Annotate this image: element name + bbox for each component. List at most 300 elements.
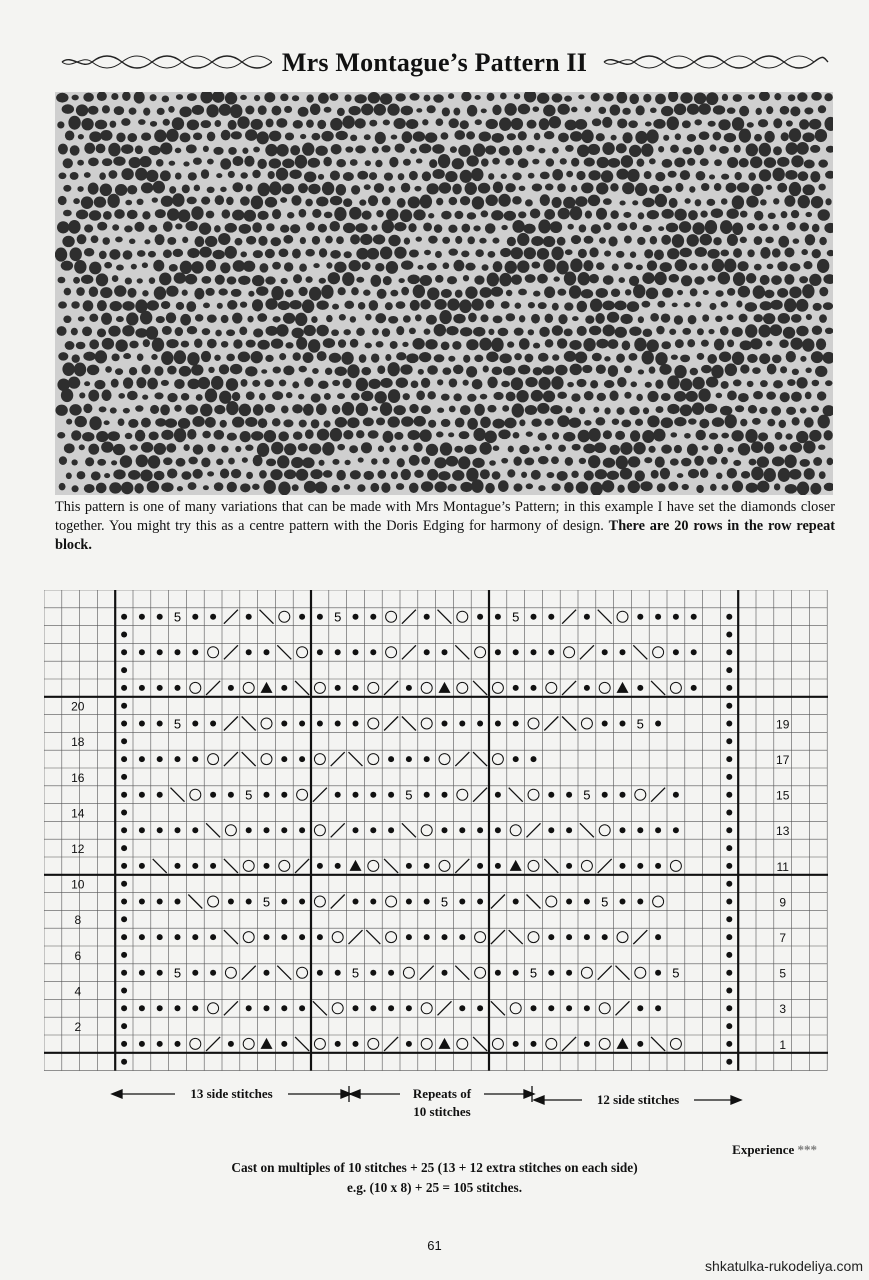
knit-dot-icon <box>192 649 198 655</box>
knit-dot-icon <box>192 934 198 940</box>
knit-dot-icon <box>602 721 608 727</box>
knitting-chart <box>44 590 828 1080</box>
knit-dot-icon <box>726 756 732 762</box>
knit-dot-icon <box>121 810 127 816</box>
knit-dot-icon <box>442 649 448 655</box>
knit-dot-icon <box>406 685 412 691</box>
knit-dot-icon <box>157 899 163 905</box>
knit-dot-icon <box>495 863 501 869</box>
left-row-number: 20 <box>71 699 85 714</box>
knit-dot-icon <box>531 1041 537 1047</box>
knit-dot-icon <box>548 827 554 833</box>
knit-dot-icon <box>584 614 590 620</box>
knit-dot-icon <box>353 1005 359 1011</box>
knit-dot-icon <box>210 721 216 727</box>
knit-dot-icon <box>513 970 519 976</box>
stitch-section-labels <box>0 1084 869 1124</box>
knit-dot-icon <box>370 899 376 905</box>
intro-paragraph <box>55 498 835 555</box>
knit-dot-icon <box>335 1041 341 1047</box>
knit-dot-icon <box>424 863 430 869</box>
knit-dot-icon <box>424 934 430 940</box>
knit-dot-icon <box>139 863 145 869</box>
knit-dot-icon <box>121 667 127 673</box>
knit-dot-icon <box>566 863 572 869</box>
knit-dot-icon <box>495 721 501 727</box>
knit-dot-icon <box>566 1005 572 1011</box>
knit-dot-icon <box>637 685 643 691</box>
knit-dot-icon <box>442 970 448 976</box>
knit-dot-icon <box>121 614 127 620</box>
knit-dot-icon <box>299 721 305 727</box>
knit-dot-icon <box>335 792 341 798</box>
knit-dot-icon <box>139 685 145 691</box>
knit-dot-icon <box>726 1023 732 1029</box>
knit-dot-icon <box>637 827 643 833</box>
knit-dot-icon <box>139 827 145 833</box>
knit-dot-icon <box>726 863 732 869</box>
knit-dot-icon <box>726 1041 732 1047</box>
knit-dot-icon <box>264 649 270 655</box>
knit-dot-icon <box>370 827 376 833</box>
knit-dot-icon <box>210 970 216 976</box>
knit-dot-icon <box>726 614 732 620</box>
knit-dot-icon <box>584 1005 590 1011</box>
knit-dot-icon <box>531 756 537 762</box>
knit-dot-icon <box>726 988 732 994</box>
repeat-count-number: 5 <box>262 894 271 910</box>
knit-dot-icon <box>655 970 661 976</box>
knit-dot-icon <box>602 792 608 798</box>
knit-dot-icon <box>388 756 394 762</box>
knit-dot-icon <box>157 827 163 833</box>
knit-dot-icon <box>726 1005 732 1011</box>
knit-dot-icon <box>584 685 590 691</box>
knit-dot-icon <box>121 863 127 869</box>
knit-dot-icon <box>335 863 341 869</box>
knit-dot-icon <box>726 881 732 887</box>
knit-dot-icon <box>406 863 412 869</box>
knit-dot-icon <box>584 899 590 905</box>
knit-dot-icon <box>353 614 359 620</box>
knit-dot-icon <box>477 899 483 905</box>
experience-rating <box>732 1142 817 1158</box>
knit-dot-icon <box>459 934 465 940</box>
right-row-number: 15 <box>776 788 790 803</box>
knit-dot-icon <box>637 863 643 869</box>
knit-dot-icon <box>157 1005 163 1011</box>
cast-on-line-2: e.g. (10 x 8) + 25 = 105 stitches. <box>346 1180 523 1195</box>
knit-dot-icon <box>655 827 661 833</box>
knit-dot-icon <box>353 827 359 833</box>
knit-dot-icon <box>370 970 376 976</box>
knit-dot-icon <box>121 792 127 798</box>
knit-dot-icon <box>513 899 519 905</box>
knit-dot-icon <box>531 614 537 620</box>
knit-dot-icon <box>548 970 554 976</box>
knit-dot-icon <box>175 863 181 869</box>
knit-dot-icon <box>264 934 270 940</box>
knit-dot-icon <box>228 1041 234 1047</box>
right-row-number: 1 <box>779 1037 787 1052</box>
knit-dot-icon <box>121 827 127 833</box>
knit-dot-icon <box>121 881 127 887</box>
knit-dot-icon <box>175 756 181 762</box>
knit-dot-icon <box>637 1005 643 1011</box>
knit-dot-icon <box>192 970 198 976</box>
knit-dot-icon <box>175 685 181 691</box>
knit-dot-icon <box>139 970 145 976</box>
left-row-number: 6 <box>74 948 82 963</box>
knit-dot-icon <box>228 685 234 691</box>
knit-dot-icon <box>121 970 127 976</box>
knit-dot-icon <box>495 614 501 620</box>
knit-dot-icon <box>139 1041 145 1047</box>
knit-dot-icon <box>210 614 216 620</box>
knit-dot-icon <box>726 792 732 798</box>
knit-dot-icon <box>264 792 270 798</box>
knit-dot-icon <box>210 934 216 940</box>
knit-dot-icon <box>531 649 537 655</box>
cast-on-line-1: Cast on multiples of 10 stitches + 25 (13 + 12 extra stitches on each side) <box>231 1160 638 1175</box>
knit-dot-icon <box>370 614 376 620</box>
knit-dot-icon <box>584 934 590 940</box>
knit-dot-icon <box>548 934 554 940</box>
knit-dot-icon <box>139 614 145 620</box>
knit-dot-icon <box>388 792 394 798</box>
knit-dot-icon <box>281 721 287 727</box>
repeat-count-number: 5 <box>173 609 182 625</box>
knit-dot-icon <box>210 863 216 869</box>
knit-dot-icon <box>317 934 323 940</box>
knit-dot-icon <box>726 703 732 709</box>
knit-dot-icon <box>655 863 661 869</box>
knit-dot-icon <box>246 899 252 905</box>
knit-dot-icon <box>121 774 127 780</box>
knit-dot-icon <box>281 899 287 905</box>
knit-dot-icon <box>157 649 163 655</box>
knit-dot-icon <box>406 1041 412 1047</box>
knit-dot-icon <box>513 1041 519 1047</box>
knit-dot-icon <box>139 721 145 727</box>
knit-dot-icon <box>726 899 732 905</box>
knit-dot-icon <box>157 721 163 727</box>
knit-dot-icon <box>175 827 181 833</box>
knit-dot-icon <box>726 774 732 780</box>
knit-dot-icon <box>121 934 127 940</box>
knit-dot-icon <box>139 934 145 940</box>
experience-label: Experience <box>732 1142 795 1157</box>
repeat-count-number: 5 <box>601 894 609 910</box>
knit-dot-icon <box>424 756 430 762</box>
knit-dot-icon <box>637 899 643 905</box>
knit-dot-icon <box>121 632 127 638</box>
knit-dot-icon <box>139 649 145 655</box>
knit-dot-icon <box>495 970 501 976</box>
knit-dot-icon <box>335 721 341 727</box>
right-row-number: 13 <box>776 824 790 839</box>
knit-dot-icon <box>726 649 732 655</box>
knit-dot-icon <box>121 988 127 994</box>
cast-on-instructions <box>0 1158 869 1198</box>
knit-dot-icon <box>157 934 163 940</box>
knit-dot-icon <box>335 649 341 655</box>
knit-dot-icon <box>495 827 501 833</box>
knit-dot-icon <box>299 1005 305 1011</box>
knit-dot-icon <box>353 792 359 798</box>
knit-dot-icon <box>495 792 501 798</box>
knit-dot-icon <box>691 685 697 691</box>
knit-dot-icon <box>548 649 554 655</box>
knit-dot-icon <box>673 614 679 620</box>
knit-dot-icon <box>655 721 661 727</box>
knit-dot-icon <box>139 792 145 798</box>
right-row-number: 11 <box>776 859 789 874</box>
knit-dot-icon <box>566 970 572 976</box>
knit-dot-icon <box>157 614 163 620</box>
knit-dot-icon <box>548 1005 554 1011</box>
knit-dot-icon <box>299 827 305 833</box>
knit-dot-icon <box>317 970 323 976</box>
repeats-label-2: 10 stitches <box>413 1104 471 1119</box>
knit-dot-icon <box>353 1041 359 1047</box>
knit-dot-icon <box>726 1059 732 1065</box>
intro-text: This pattern is one of many variations that can be made with Mrs Montague’s Pattern; in this example I have set the diamonds closer together. You might try this as a centre pattern with the Doris Edging for harmony of design. <box>55 499 835 534</box>
knit-dot-icon <box>157 756 163 762</box>
knit-dot-icon <box>121 685 127 691</box>
knit-dot-icon <box>406 1005 412 1011</box>
knit-dot-icon <box>602 934 608 940</box>
right-row-number: 5 <box>779 966 787 981</box>
knit-dot-icon <box>192 827 198 833</box>
knit-dot-icon <box>370 1005 376 1011</box>
repeat-count-number: 5 <box>672 965 680 981</box>
knit-dot-icon <box>691 614 697 620</box>
knit-dot-icon <box>317 649 323 655</box>
knit-dot-icon <box>121 916 127 922</box>
knit-dot-icon <box>370 649 376 655</box>
knit-dot-icon <box>691 649 697 655</box>
experience-stars: *** <box>797 1142 817 1157</box>
knit-dot-icon <box>620 863 626 869</box>
repeats-label-1: Repeats of <box>412 1086 472 1101</box>
repeat-count-number: 5 <box>351 965 360 981</box>
knit-dot-icon <box>281 827 287 833</box>
knit-dot-icon <box>424 792 430 798</box>
knit-dot-icon <box>281 1041 287 1047</box>
knit-dot-icon <box>620 827 626 833</box>
knit-dot-icon <box>620 721 626 727</box>
repeat-count-number: 5 <box>334 609 342 625</box>
right-flourish-icon <box>602 54 830 70</box>
knit-dot-icon <box>246 1005 252 1011</box>
knit-dot-icon <box>353 721 359 727</box>
knit-dot-icon <box>673 792 679 798</box>
knit-dot-icon <box>442 934 448 940</box>
knit-dot-icon <box>299 934 305 940</box>
knit-dot-icon <box>246 827 252 833</box>
knit-dot-icon <box>121 1059 127 1065</box>
knit-dot-icon <box>281 792 287 798</box>
knit-dot-icon <box>264 1005 270 1011</box>
knit-dot-icon <box>442 721 448 727</box>
knit-dot-icon <box>281 685 287 691</box>
knit-dot-icon <box>228 792 234 798</box>
knit-dot-icon <box>388 1005 394 1011</box>
right-row-number: 3 <box>779 1002 787 1017</box>
knit-dot-icon <box>121 703 127 709</box>
knit-dot-icon <box>228 899 234 905</box>
right-row-number: 17 <box>776 753 790 767</box>
knit-dot-icon <box>602 649 608 655</box>
knit-dot-icon <box>121 952 127 958</box>
title-row <box>0 42 869 82</box>
knit-dot-icon <box>192 614 198 620</box>
knit-dot-icon <box>442 792 448 798</box>
knit-dot-icon <box>139 1005 145 1011</box>
knit-dot-icon <box>192 863 198 869</box>
knit-dot-icon <box>566 934 572 940</box>
knit-dot-icon <box>353 649 359 655</box>
knit-dot-icon <box>281 1005 287 1011</box>
left-row-number: 12 <box>71 842 85 856</box>
knit-dot-icon <box>726 632 732 638</box>
knit-dot-icon <box>299 614 305 620</box>
repeat-count-number: 5 <box>529 965 538 981</box>
knit-dot-icon <box>726 934 732 940</box>
page-title: Mrs Montague’s Pattern II <box>272 48 597 77</box>
knit-dot-icon <box>121 649 127 655</box>
knit-dot-icon <box>424 899 430 905</box>
knit-dot-icon <box>246 614 252 620</box>
knit-dot-icon <box>584 1041 590 1047</box>
repeat-count-number: 5 <box>583 787 591 803</box>
knit-dot-icon <box>317 863 323 869</box>
knit-dot-icon <box>459 721 465 727</box>
page-number: 61 <box>427 1238 442 1253</box>
knit-dot-icon <box>406 899 412 905</box>
knit-dot-icon <box>726 916 732 922</box>
knit-dot-icon <box>192 756 198 762</box>
side-right-label: 12 side stitches <box>596 1092 680 1107</box>
knit-dot-icon <box>637 614 643 620</box>
knit-dot-icon <box>655 1005 661 1011</box>
knit-dot-icon <box>459 899 465 905</box>
knit-dot-icon <box>726 667 732 673</box>
knit-dot-icon <box>175 899 181 905</box>
knit-dot-icon <box>513 649 519 655</box>
lace-photo <box>55 92 833 495</box>
knit-dot-icon <box>281 756 287 762</box>
side-left-label: 13 side stitches <box>190 1086 273 1101</box>
knit-dot-icon <box>139 899 145 905</box>
knit-dot-icon <box>388 827 394 833</box>
knit-dot-icon <box>726 952 732 958</box>
knit-dot-icon <box>192 721 198 727</box>
knit-dot-icon <box>531 1005 537 1011</box>
knit-dot-icon <box>620 792 626 798</box>
knit-dot-icon <box>175 649 181 655</box>
right-row-number: 7 <box>779 931 787 945</box>
knit-dot-icon <box>335 685 341 691</box>
knit-dot-icon <box>157 792 163 798</box>
left-row-number: 4 <box>74 984 82 999</box>
knit-dot-icon <box>495 649 501 655</box>
right-row-number: 19 <box>776 717 790 732</box>
knit-dot-icon <box>139 756 145 762</box>
knit-dot-icon <box>726 721 732 727</box>
repeat-count-number: 5 <box>173 965 182 981</box>
right-row-number: 9 <box>779 895 787 910</box>
knit-dot-icon <box>673 649 679 655</box>
knit-dot-icon <box>477 614 483 620</box>
knit-dot-icon <box>175 1005 181 1011</box>
knit-dot-icon <box>566 827 572 833</box>
knit-dot-icon <box>299 756 305 762</box>
knit-dot-icon <box>388 970 394 976</box>
knit-dot-icon <box>299 899 305 905</box>
knit-dot-icon <box>121 1005 127 1011</box>
knit-dot-icon <box>121 845 127 851</box>
knit-dot-icon <box>175 934 181 940</box>
knit-dot-icon <box>477 1005 483 1011</box>
knit-dot-icon <box>513 721 519 727</box>
knit-dot-icon <box>726 970 732 976</box>
left-row-number: 8 <box>74 913 82 928</box>
knit-dot-icon <box>655 614 661 620</box>
knit-dot-icon <box>620 649 626 655</box>
knit-dot-icon <box>726 827 732 833</box>
knit-dot-icon <box>406 934 412 940</box>
knit-dot-icon <box>157 685 163 691</box>
repeat-count-number: 5 <box>636 716 644 732</box>
knit-dot-icon <box>424 614 430 620</box>
knit-dot-icon <box>566 792 572 798</box>
knit-dot-icon <box>264 863 270 869</box>
knit-dot-icon <box>531 685 537 691</box>
left-row-number: 18 <box>71 735 85 750</box>
knit-dot-icon <box>281 934 287 940</box>
knit-dot-icon <box>121 738 127 744</box>
left-row-number: 16 <box>71 770 85 785</box>
knit-dot-icon <box>726 738 732 744</box>
knit-dot-icon <box>620 899 626 905</box>
knit-dot-icon <box>673 827 679 833</box>
knit-dot-icon <box>726 810 732 816</box>
knit-dot-icon <box>335 970 341 976</box>
knit-dot-icon <box>192 1005 198 1011</box>
knit-dot-icon <box>121 899 127 905</box>
repeat-count-number: 5 <box>405 787 413 803</box>
knit-dot-icon <box>264 970 270 976</box>
knit-dot-icon <box>726 685 732 691</box>
knit-dot-icon <box>370 792 376 798</box>
left-row-number: 10 <box>71 877 85 892</box>
knit-dot-icon <box>121 1023 127 1029</box>
watermark: shkatulka-rukodeliya.com <box>705 1258 863 1274</box>
knit-dot-icon <box>459 1005 465 1011</box>
knit-dot-icon <box>264 827 270 833</box>
knit-dot-icon <box>121 1041 127 1047</box>
knit-dot-icon <box>566 899 572 905</box>
intro-bold: There are 20 rows in the row repeat block. <box>55 518 836 553</box>
knit-dot-icon <box>655 934 661 940</box>
knit-dot-icon <box>317 721 323 727</box>
knit-dot-icon <box>637 1041 643 1047</box>
left-row-number: 2 <box>74 1020 82 1034</box>
knit-dot-icon <box>157 1041 163 1047</box>
knit-dot-icon <box>121 756 127 762</box>
